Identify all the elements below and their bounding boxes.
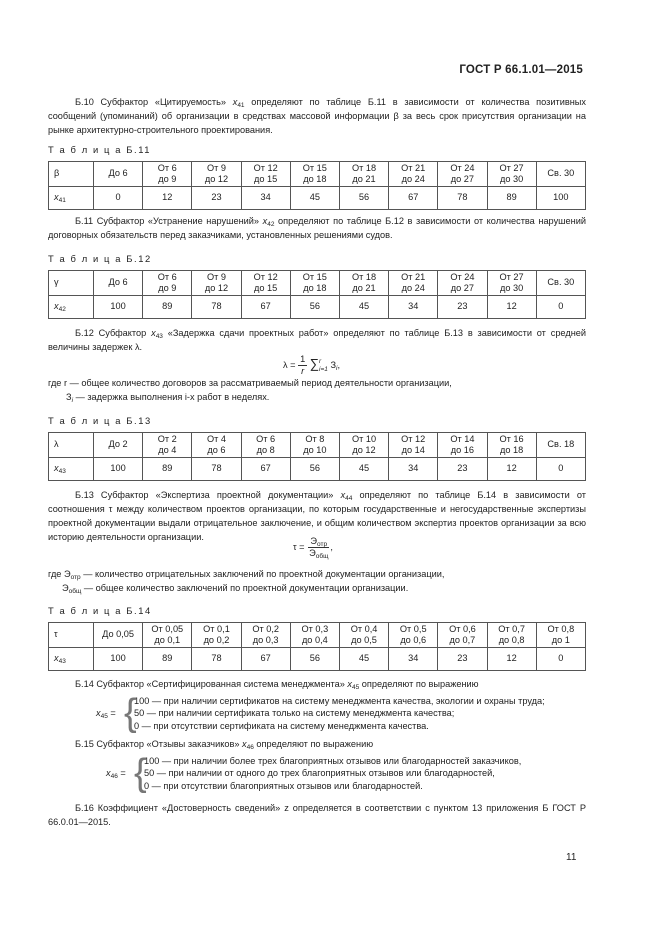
legend-lambda <box>48 376 586 404</box>
cases-x45: $x_{45}$ = { 100 — при наличии сертификатов на систему менеджмента качества, экологии и охраны труда; 50 — при наличии сертификата только на систему менеджмента качества; 0 — при отсутствии сертификата на систему менеджмента качества. <box>96 692 545 734</box>
legend-line: где $Э_{отр}$ — количество отрицательных заключений по проектной документации организации, <box>48 569 445 581</box>
page-header: ГОСТ Р 66.1.01—2015 <box>459 64 583 76</box>
header-cell: От 12 до 15 <box>241 271 290 296</box>
table-b11 <box>48 161 586 210</box>
table-row <box>49 187 586 210</box>
section-b10 <box>48 95 586 137</box>
header-cell: До 6 <box>94 271 143 296</box>
section-b14 <box>48 677 586 691</box>
value-cell: 0 <box>536 648 585 671</box>
table-row <box>49 458 586 481</box>
value-cell: 67 <box>241 458 290 481</box>
table-caption-b11: Т а б л и ц а Б.11 <box>48 144 152 155</box>
header-cell: От 0,7 до 0,8 <box>487 623 536 648</box>
row-label-cell: $x_{42}$ <box>49 296 94 319</box>
header-cell: От 21 до 24 <box>389 162 438 187</box>
value-cell: 34 <box>389 648 438 671</box>
value-cell: 78 <box>192 296 241 319</box>
value-cell: 78 <box>192 648 241 671</box>
table-row <box>49 648 586 671</box>
value-cell: 34 <box>389 296 438 319</box>
paragraph-b12: Б.12 Субфактор $x_{43}$ «Задержка сдачи проектных работ» определяют по таблице Б.13 в зависимости от средней величины задержек λ. <box>48 328 587 353</box>
header-cell: От 0,5 до 0,6 <box>389 623 438 648</box>
header-cell: От 27 до 30 <box>487 271 536 296</box>
header-cell: От 6 до 9 <box>143 271 192 296</box>
value-cell: 89 <box>143 458 192 481</box>
value-cell: 12 <box>143 187 192 210</box>
header-cell: От 9 до 12 <box>192 271 241 296</box>
legend-line: $Э_{общ}$ — общее количество заключений по проектной документации организации. <box>62 583 409 596</box>
table-caption-b12: Т а б л и ц а Б.12 <box>48 253 152 264</box>
table-header-row <box>49 271 586 296</box>
paragraph-b11: Б.11 Субфактор «Устранение нарушений» $x_{42}$ определяют по таблице Б.12 в зависимости от количества нарушений договорных обязательств перед заказчиками, установленных решениями судов. <box>48 216 586 241</box>
value-cell: 67 <box>389 187 438 210</box>
table-header-row <box>49 433 586 458</box>
paragraph-b16: Б.16 Коэффициент «Достоверность сведений» z определяется в соответствии с пунктом 13 приложения Б ГОСТ Р 66.0.01—2015. <box>48 803 586 828</box>
value-cell: 0 <box>536 296 585 319</box>
header-cell: От 24 до 27 <box>438 271 487 296</box>
row-label-cell: $x_{43}$ <box>49 458 94 481</box>
row-label-cell: $x_{41}$ <box>49 187 94 210</box>
paragraph-b14: Б.14 Субфактор «Сертифицированная система менеджмента» $x_{45}$ определяют по выражению <box>75 679 479 691</box>
value-cell: 45 <box>339 296 388 319</box>
value-cell: 100 <box>94 296 143 319</box>
header-cell: От 9 до 12 <box>192 162 241 187</box>
value-cell: 45 <box>339 648 388 671</box>
case-line: 100 — при наличии более трех благоприятных отзывов или благодарностей заказчиков, <box>144 756 522 766</box>
legend-line: $З_i$ — задержка выполнения i-х работ в неделях. <box>66 392 270 405</box>
header-cell: От 8 до 10 <box>290 433 339 458</box>
header-cell: Св. 30 <box>536 162 585 187</box>
value-cell: 23 <box>438 648 487 671</box>
value-cell: 23 <box>438 296 487 319</box>
header-cell: От 15 до 18 <box>290 271 339 296</box>
value-cell: 56 <box>290 458 339 481</box>
header-cell: От 0,1 до 0,2 <box>192 623 241 648</box>
row-label-cell: $x_{43}$ <box>49 648 94 671</box>
case-line: 50 — при наличии от одного до трех благоприятных отзывов или благодарностей, <box>144 768 495 779</box>
value-cell: 56 <box>290 648 339 671</box>
section-b11 <box>48 214 586 242</box>
value-cell: 78 <box>438 187 487 210</box>
table-row <box>49 296 586 319</box>
table-b13 <box>48 432 586 481</box>
table-header-row <box>49 623 586 648</box>
header-cell: λ <box>49 433 94 458</box>
value-cell: 100 <box>94 458 143 481</box>
value-cell: 45 <box>290 187 339 210</box>
legend-line: где r — общее количество договоров за рассматриваемый период деятельности организации, <box>48 378 452 388</box>
header-cell: Св. 18 <box>536 433 585 458</box>
case-line: 0 — при отсутствии сертификата на систему менеджмента качества. <box>134 720 429 731</box>
header-cell: От 6 до 8 <box>241 433 290 458</box>
paragraph-b10: Б.10 Субфактор «Цитируемость» $x_{41}$ определяют по таблице Б.11 в зависимости от количества позитивных сообщений (упоминаний) об организации в средствах массовой информации β за весь срок присутствия организации на рынке архитектурно-строительного проектирования. <box>48 97 586 136</box>
case-line: 50 — при наличии сертификата только на систему менеджмента качества; <box>134 708 455 719</box>
section-b16 <box>48 801 586 829</box>
header-cell: От 4 до 6 <box>192 433 241 458</box>
value-cell: 100 <box>536 187 585 210</box>
page-number: 11 <box>566 852 577 863</box>
value-cell: 23 <box>438 458 487 481</box>
paragraph-b13: Б.13 Субфактор «Экспертиза проектной документации» $x_{44}$ определяют по таблице Б.14 в зависимости от соотношения τ между количеством проектов организации, по которым государственные и негосударственные экспертизы проектной документации выдали отрицательное заключение, и общим количеством экспертиз проектов организации за всю историю деятельности организации. <box>48 490 586 543</box>
header-cell: γ <box>49 271 94 296</box>
value-cell: 67 <box>241 648 290 671</box>
value-cell: 0 <box>94 187 143 210</box>
table-caption-b13: Т а б л и ц а Б.13 <box>48 415 152 426</box>
value-cell: 0 <box>536 458 585 481</box>
value-cell: 45 <box>339 458 388 481</box>
header-cell: τ <box>49 623 94 648</box>
header-cell: От 6 до 9 <box>143 162 192 187</box>
value-cell: 34 <box>389 458 438 481</box>
header-cell: От 27 до 30 <box>487 162 536 187</box>
header-cell: До 6 <box>94 162 143 187</box>
header-cell: От 14 до 16 <box>438 433 487 458</box>
value-cell: 67 <box>241 296 290 319</box>
table-b14 <box>48 622 586 671</box>
value-cell: 89 <box>487 187 536 210</box>
formula-lambda: λ = $\frac{1}{r}$ ∑ r i=1 $З_i$, <box>283 354 341 376</box>
header-cell: От 15 до 18 <box>290 162 339 187</box>
header-cell: От 21 до 24 <box>389 271 438 296</box>
header-cell: Св. 30 <box>536 271 585 296</box>
header-cell: От 12 до 15 <box>241 162 290 187</box>
header-cell: От 18 до 21 <box>339 162 388 187</box>
header-cell: До 2 <box>94 433 143 458</box>
header-cell: От 0,2 до 0,3 <box>241 623 290 648</box>
header-cell: От 0,4 до 0,5 <box>339 623 388 648</box>
header-cell: β <box>49 162 94 187</box>
section-b15 <box>48 737 586 751</box>
table-header-row <box>49 162 586 187</box>
header-cell: От 2 до 4 <box>143 433 192 458</box>
value-cell: 12 <box>487 458 536 481</box>
header-cell: От 10 до 12 <box>339 433 388 458</box>
value-cell: 56 <box>290 296 339 319</box>
table-caption-b14: Т а б л и ц а Б.14 <box>48 605 152 616</box>
section-b12 <box>48 326 586 354</box>
cases-x46: $x_{46}$ = { 100 — при наличии более трех благоприятных отзывов или благодарностей заказчиков, 50 — при наличии от одного до трех благоприятных отзывов или благодарностей, 0 — при отсутствии благоприятных отзывов или благодарностей. <box>106 752 522 794</box>
value-cell: 12 <box>487 648 536 671</box>
header-cell: От 24 до 27 <box>438 162 487 187</box>
value-cell: 12 <box>487 296 536 319</box>
header-cell: До 0,05 <box>94 623 143 648</box>
case-line: 0 — при отсутствии благоприятных отзывов или благодарностей. <box>144 780 423 791</box>
header-cell: От 0,05 до 0,1 <box>143 623 192 648</box>
header-cell: От 0,3 до 0,4 <box>290 623 339 648</box>
header-cell: От 18 до 21 <box>339 271 388 296</box>
table-b12 <box>48 270 586 319</box>
header-cell: От 16 до 18 <box>487 433 536 458</box>
header-cell: От 0,8 до 1 <box>536 623 585 648</box>
case-line: 100 — при наличии сертификатов на систему менеджмента качества, экологии и охраны труда; <box>134 696 545 706</box>
value-cell: 34 <box>241 187 290 210</box>
value-cell: 100 <box>94 648 143 671</box>
header-cell: От 0,6 до 0,7 <box>438 623 487 648</box>
value-cell: 78 <box>192 458 241 481</box>
header-cell: От 12 до 14 <box>389 433 438 458</box>
value-cell: 89 <box>143 648 192 671</box>
value-cell: 56 <box>339 187 388 210</box>
value-cell: 89 <box>143 296 192 319</box>
value-cell: 23 <box>192 187 241 210</box>
legend-tau <box>48 567 586 595</box>
paragraph-b15: Б.15 Субфактор «Отзывы заказчиков» $x_{46}$ определяют по выражению <box>75 739 374 751</box>
formula-tau: τ = $\frac{Э_{отр}}{Э_{общ}}$ , <box>293 536 333 560</box>
